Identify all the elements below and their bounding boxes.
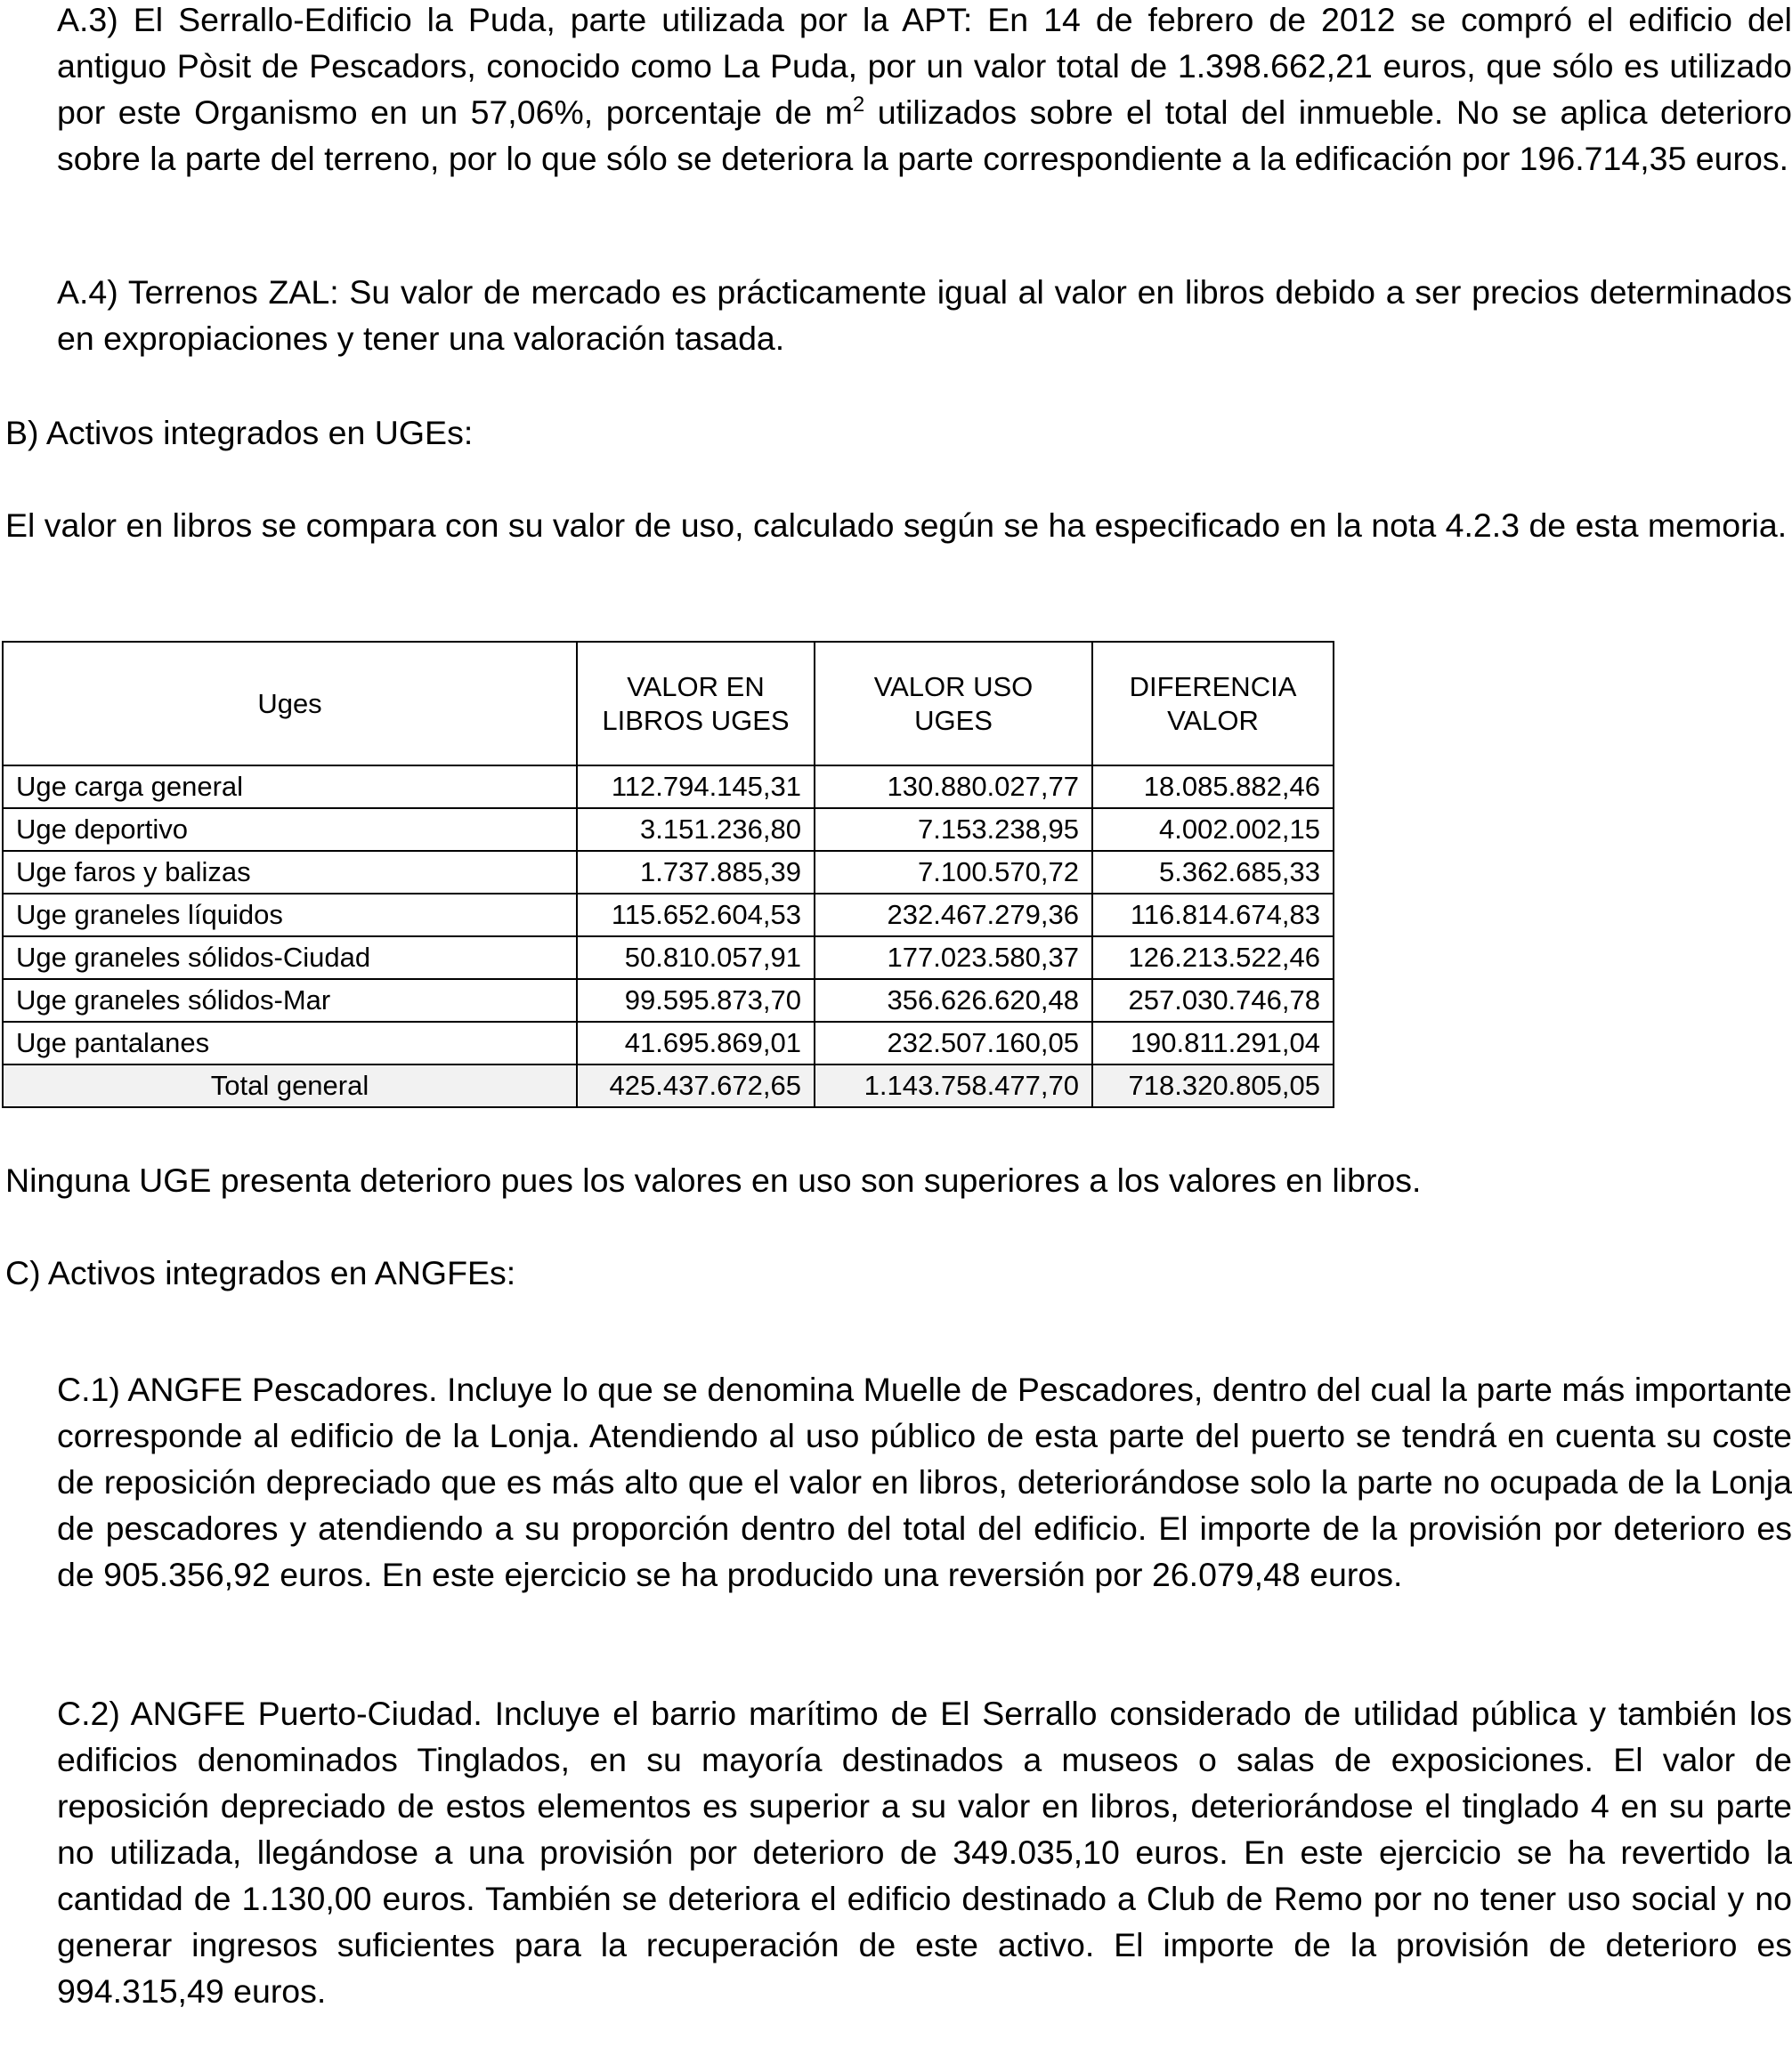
- cell-uge-name: Uge graneles sólidos-Ciudad: [3, 936, 577, 979]
- table-row: [3, 894, 1334, 936]
- cell-uge-name: Total general: [3, 1064, 577, 1107]
- heading-c: C) Activos integrados en ANGFEs:: [5, 1254, 516, 1291]
- cell-value: 41.695.869,01: [577, 1022, 815, 1064]
- table-row: [3, 851, 1334, 894]
- cell-value: 112.794.145,31: [577, 765, 815, 808]
- cell-value: 4.002.002,15: [1092, 808, 1334, 851]
- cell-value: 1.143.758.477,70: [815, 1064, 1092, 1107]
- paragraph-c1: C.1) ANGFE Pescadores. Incluye lo que se denomina Muelle de Pescadores, dentro del cual la parte más importante corresponde al edificio de la Lonja. Atendiendo al uso público de esta parte del puerto se tendrá en cuenta su coste de reposición depreciado que es más alto que el valor en libros, deteriorándose solo la parte no ocupada de la Lonja de pescadores y atendiendo a su proporción dentro del total del edificio. El importe de la provisión por deterioro es de 905.356,92 euros. En este ejercicio se ha producido una reversión por 26.079,48 euros.: [57, 1371, 1792, 1593]
- paragraph-after-table: Ninguna UGE presenta deterioro pues los valores en uso son superiores a los valores en libros.: [5, 1162, 1422, 1199]
- table-header-row: [3, 642, 1334, 765]
- cell-value: 3.151.236,80: [577, 808, 815, 851]
- cell-value: 177.023.580,37: [815, 936, 1092, 979]
- cell-uge-name: Uge graneles líquidos: [3, 894, 577, 936]
- cell-value: 718.320.805,05: [1092, 1064, 1334, 1107]
- header-valor-libros: VALOR EN LIBROS UGES: [577, 642, 815, 765]
- cell-uge-name: Uge graneles sólidos-Mar: [3, 979, 577, 1022]
- superscript-2: 2: [852, 93, 865, 117]
- paragraph-a3-text-2: utilizados sobre el total del inmueble. No se aplica deterioro sobre la parte del terreno, por lo que sólo se deteriora la parte correspondiente a la edificación por 196.714,35 euros.: [57, 93, 1792, 177]
- cell-value: 356.626.620,48: [815, 979, 1092, 1022]
- table-row: [3, 765, 1334, 808]
- paragraph-b-intro: El valor en libros se compara con su valor de uso, calculado según se ha especificado en la nota 4.2.3 de esta memoria.: [5, 506, 1788, 544]
- cell-value: 5.362.685,33: [1092, 851, 1334, 894]
- heading-b: B) Activos integrados en UGEs:: [5, 414, 474, 451]
- cell-value: 190.811.291,04: [1092, 1022, 1334, 1064]
- paragraph-a3-text-1: A.3) El Serrallo-Edificio la Puda, parte utilizada por la APT: En 14 de febrero de 2012 se compró el edificio del antiguo Pòsit de Pescadors, conocido como La Puda, por un valor total de 1.398.662,21 euros, que sólo es utilizado por este Organismo en un 57,06%, porcentaje de m: [57, 1, 1792, 131]
- cell-value: 7.100.570,72: [815, 851, 1092, 894]
- table-row: [3, 936, 1334, 979]
- paragraph-c2: C.2) ANGFE Puerto-Ciudad. Incluye el barrio marítimo de El Serrallo considerado de utilidad pública y también los edificios denominados Tinglados, en su mayoría destinados a museos o salas de exposiciones. El valor de reposición depreciado de estos elementos es superior a su valor en libros, deteriorándose el tinglado 4 en su parte no utilizada, llegándose a una provisión por deterioro de 349.035,10 euros. En este ejercicio se ha revertido la cantidad de 1.130,00 euros. También se deteriora el edificio destinado a Club de Remo por no tener uso social y no generar ingresos suficientes para la recuperación de este activo. El importe de la provisión de deterioro es 994.315,49 euros.: [57, 1695, 1792, 2010]
- cell-value: 130.880.027,77: [815, 765, 1092, 808]
- cell-value: 257.030.746,78: [1092, 979, 1334, 1022]
- cell-value: 425.437.672,65: [577, 1064, 815, 1107]
- table-row: [3, 808, 1334, 851]
- cell-value: 7.153.238,95: [815, 808, 1092, 851]
- table-row: [3, 979, 1334, 1022]
- cell-value: 126.213.522,46: [1092, 936, 1334, 979]
- cell-value: 115.652.604,53: [577, 894, 815, 936]
- header-uges: Uges: [3, 642, 577, 765]
- table-total-row: [3, 1064, 1334, 1107]
- cell-value: 50.810.057,91: [577, 936, 815, 979]
- cell-uge-name: Uge pantalanes: [3, 1022, 577, 1064]
- header-diferencia: DIFERENCIA VALOR: [1092, 642, 1334, 765]
- cell-uge-name: Uge carga general: [3, 765, 577, 808]
- cell-value: 116.814.674,83: [1092, 894, 1334, 936]
- paragraph-a4: A.4) Terrenos ZAL: Su valor de mercado es prácticamente igual al valor en libros debido a ser precios determinados en expropiaciones y tener una valoración tasada.: [57, 273, 1792, 357]
- cell-value: 18.085.882,46: [1092, 765, 1334, 808]
- paragraph-a3: [57, 0, 1792, 182]
- cell-value: 232.507.160,05: [815, 1022, 1092, 1064]
- table-row: [3, 1022, 1334, 1064]
- cell-value: 1.737.885,39: [577, 851, 815, 894]
- cell-value: 99.595.873,70: [577, 979, 815, 1022]
- uges-table: [2, 641, 1334, 1108]
- cell-uge-name: Uge deportivo: [3, 808, 577, 851]
- cell-value: 232.467.279,36: [815, 894, 1092, 936]
- header-valor-uso: VALOR USO UGES: [815, 642, 1092, 765]
- cell-uge-name: Uge faros y balizas: [3, 851, 577, 894]
